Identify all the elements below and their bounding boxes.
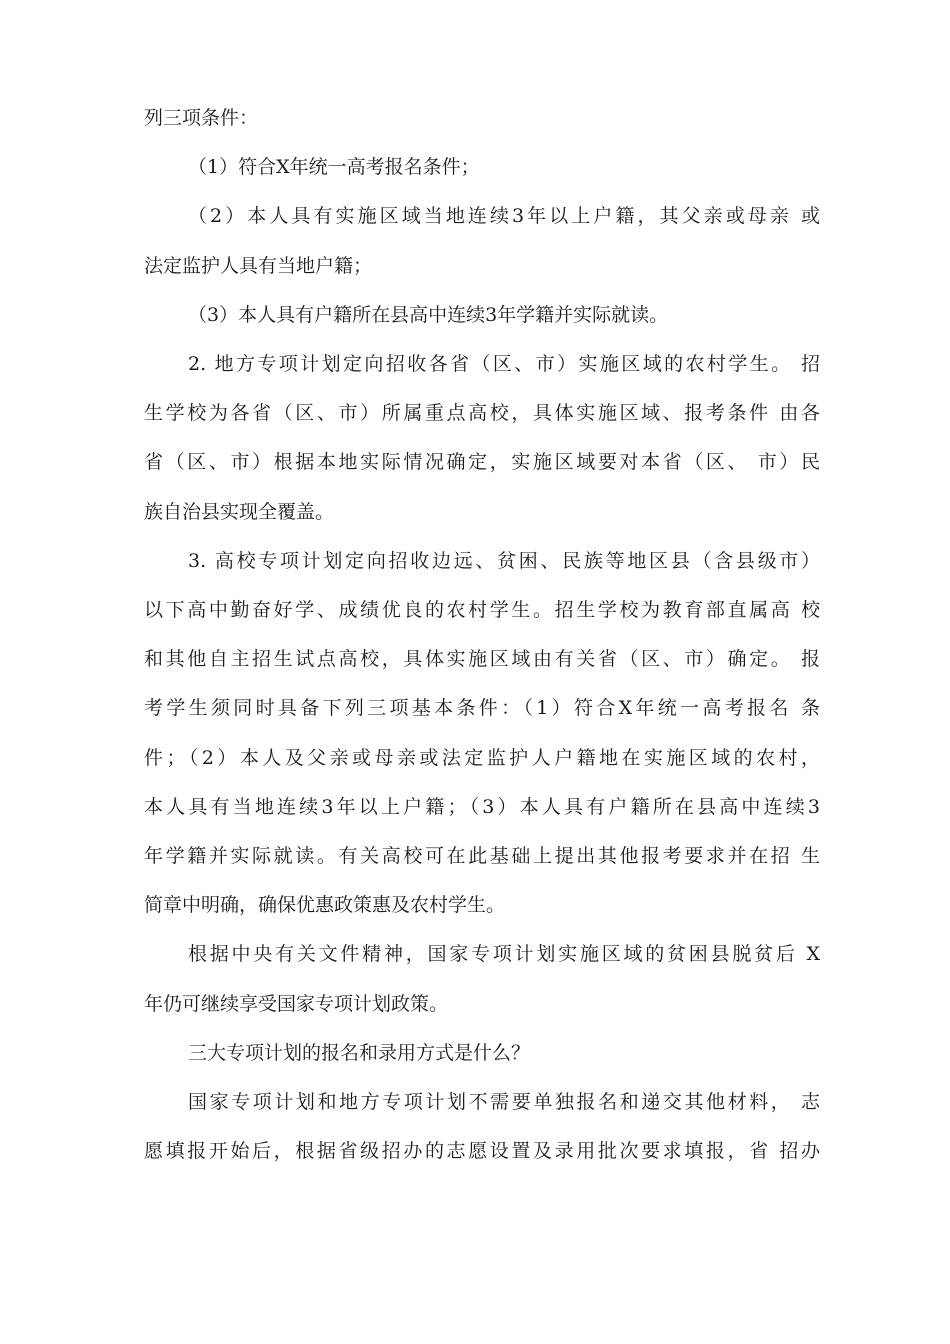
text-line: （3）本人具有户籍所在县高中连续3年学籍并实际就读。 (188, 303, 669, 326)
text-line: 根据中央有关文件精神，国家专项计划实施区域的贫困县脱贫后 X (188, 943, 820, 966)
text-line: 以下高中勤奋好学、成绩优良的农村学生。招生学校为教育部直属高 校 (144, 599, 820, 621)
text-line: 件；（2）本人及父亲或母亲或法定监护人户籍地在实施区域的农村， (144, 746, 820, 769)
text-line: 和其他自主招生试点高校，具体实施区域由有关省（区、市）确定。 报 (144, 648, 820, 671)
text-line: 省（区、市）根据本地实际情况确定，实施区域要对本省（区、 市）民 (144, 451, 820, 474)
text-line: 考学生须同时具备下列三项基本条件：（1）符合X年统一高考报名 条 (144, 697, 820, 720)
text-line: 年学籍并实际就读。有关高校可在此基础上提出其他报考要求并在招 生 (144, 845, 820, 867)
text-line: 法定监护人具有当地户籍； (144, 254, 373, 277)
text-line: 生学校为各省（区、市）所属重点高校，具体实施区域、报考条件 由各 (144, 402, 820, 425)
text-line: 列三项条件： (144, 107, 259, 129)
text-line: （2）本人具有实施区域当地连续3年以上户籍，其父亲或母亲 或 (188, 205, 820, 228)
text-line: 年仍可继续享受国家专项计划政策。 (144, 992, 449, 1015)
text-line: 族自治县实现全覆盖。 (144, 500, 335, 523)
text-line: 愿填报开始后，根据省级招办的志愿设置及录用批次要求填报，省 招办 (144, 1140, 820, 1163)
text-line: 三大专项计划的报名和录用方式是什么？ (188, 1041, 531, 1064)
text-line: 2. 地方专项计划定向招收各省（区、市）实施区域的农村学生。 招 (188, 353, 820, 375)
text-line: 3. 高校专项计划定向招收边远、贫困、民族等地区县（含县级市） (188, 549, 820, 572)
text-line: 简章中明确，确保优惠政策惠及农村学生。 (144, 894, 506, 917)
text-line: 本人具有当地连续3年以上户籍；（3）本人具有户籍所在县高中连续3 (144, 795, 820, 818)
text-line: （1）符合X年统一高考报名条件； (188, 156, 480, 179)
text-line: 国家专项计划和地方专项计划不需要单独报名和递交其他材料， 志 (188, 1091, 820, 1113)
